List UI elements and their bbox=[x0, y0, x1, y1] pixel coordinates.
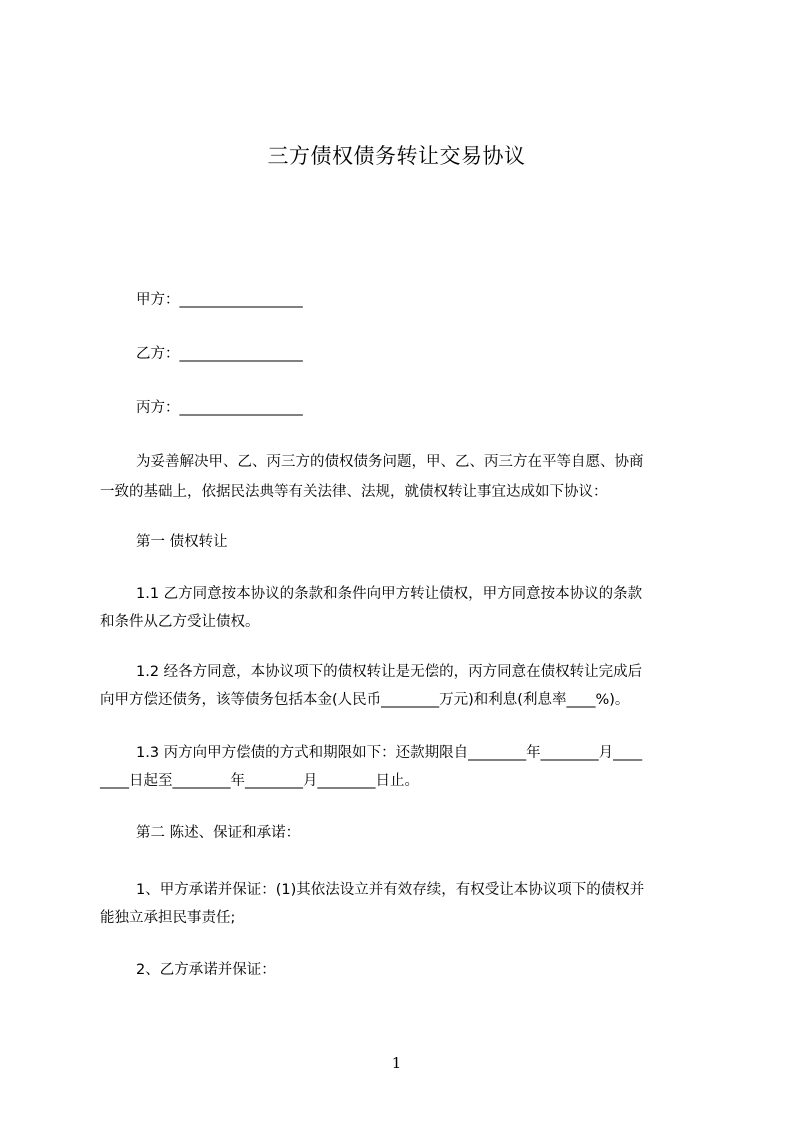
clause-1-3-line-1: 1.3 丙方向甲方偿债的方式和期限如下：还款期限自________年________月____ bbox=[136, 745, 643, 761]
clause-1-1-line-2: 和条件从乙方受让债权。 bbox=[100, 614, 260, 630]
intro-paragraph-line-1: 为妥善解决甲、乙、丙三方的债权债务问题，甲、乙、丙三方在平等自愿、协商 bbox=[136, 454, 644, 470]
section-1-heading: 第一 债权转让 bbox=[136, 534, 228, 550]
clause-1-3-line-2: ____日起至________年________月________日止。 bbox=[100, 773, 419, 789]
page-title: 三方债权债务转让交易协议 bbox=[267, 144, 526, 168]
page-number: 1 bbox=[391, 1054, 402, 1072]
clause-1-2-line-2: 向甲方偿还债务，该等债务包括本金(人民币________万元)和利息(利息率____%)。 bbox=[100, 692, 630, 708]
party-b-line: 乙方：_________________ bbox=[136, 346, 303, 362]
warranty-1-line-1: 1、甲方承诺并保证：(1)其依法设立并有效存续，有权受让本协议项下的债权并 bbox=[136, 882, 645, 898]
section-2-heading: 第二 陈述、保证和承诺： bbox=[136, 825, 301, 841]
clause-1-1-line-1: 1.1 乙方同意按本协议的条款和条件向甲方转让债权，甲方同意按本协议的条款 bbox=[136, 586, 643, 602]
clause-1-2-line-1: 1.2 经各方同意，本协议项下的债权转让是无偿的，丙方同意在债权转让完成后 bbox=[136, 664, 643, 680]
intro-paragraph-line-2: 一致的基础上，依据民法典等有关法律、法规，就债权转让事宜达成如下协议： bbox=[100, 484, 608, 500]
warranty-2-line: 2、乙方承诺并保证： bbox=[136, 962, 276, 978]
warranty-1-line-2: 能独立承担民事责任; bbox=[100, 910, 236, 926]
party-a-line: 甲方：_________________ bbox=[136, 292, 303, 308]
party-c-line: 丙方：_________________ bbox=[136, 400, 303, 416]
